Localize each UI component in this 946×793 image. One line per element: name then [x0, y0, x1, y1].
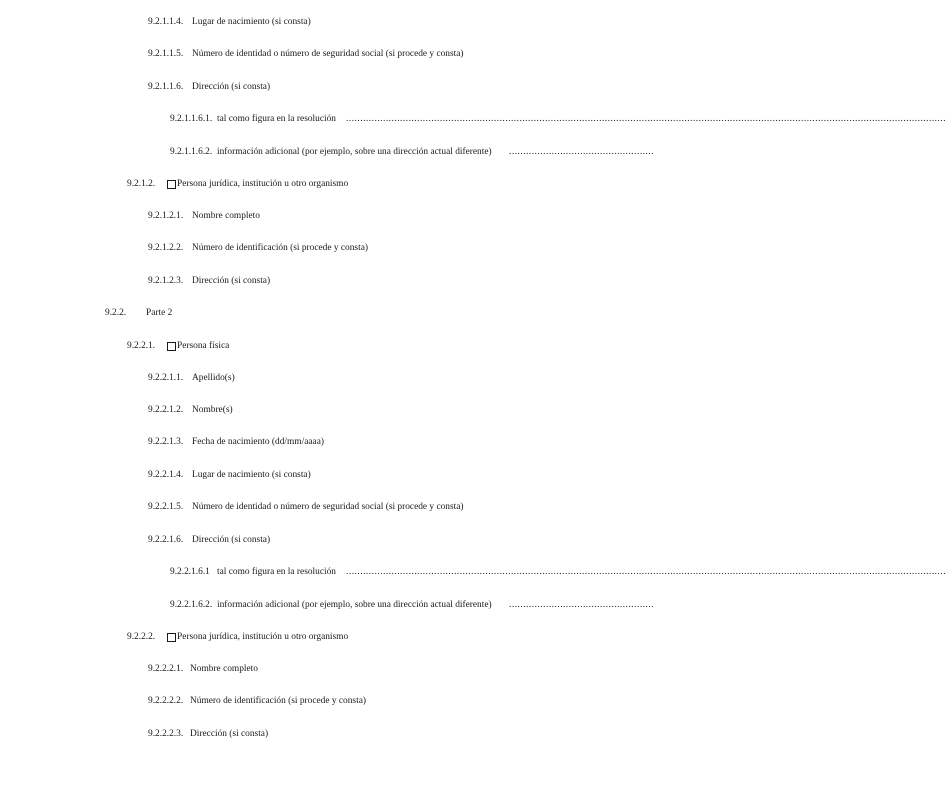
item-text: Nombre completo	[192, 211, 260, 221]
fill-in-dots: ...................................................	[509, 147, 655, 157]
item-number: 9.2.1.1.6.2.	[170, 147, 213, 157]
item-number: 9.2.2.1.1.	[148, 373, 184, 383]
item-number: 9.2.2.2.2.	[148, 696, 184, 706]
item-text: información adicional (por ejemplo, sobre una dirección actual diferente)	[217, 600, 492, 610]
item-text: Parte 2	[146, 308, 173, 318]
item-number: 9.2.1.2.1.	[148, 211, 184, 221]
item-number: 9.2.2.1.2.	[148, 405, 184, 415]
item-number: 9.2.2.1.6.1	[170, 567, 210, 577]
item-text: Dirección (si consta)	[192, 82, 271, 92]
item-text: Dirección (si consta)	[190, 729, 269, 739]
item-number: 9.2.2.1.3.	[148, 437, 184, 447]
item-text: Persona física	[177, 341, 230, 351]
item-text: tal como figura en la resolución	[217, 567, 336, 577]
item-text: información adicional (por ejemplo, sobre una dirección actual diferente)	[217, 147, 492, 157]
item-number: 9.2.2.1.	[127, 341, 156, 351]
item-text: Dirección (si consta)	[192, 276, 271, 286]
item-number: 9.2.2.1.6.2.	[170, 600, 213, 610]
item-number: 9.2.2.2.1.	[148, 664, 184, 674]
checkbox[interactable]	[167, 180, 176, 189]
item-number: 9.2.1.1.5.	[148, 49, 184, 59]
item-number: 9.2.2.1.6.	[148, 535, 184, 545]
item-text: Apellido(s)	[192, 373, 235, 383]
item-number: 9.2.1.1.6.1.	[170, 114, 213, 124]
item-number: 9.2.2.1.4.	[148, 470, 184, 480]
checkbox[interactable]	[167, 342, 176, 351]
item-number: 9.2.1.2.	[127, 179, 156, 189]
item-text: tal como figura en la resolución	[217, 114, 336, 124]
checkbox[interactable]	[167, 633, 176, 642]
item-number: 9.2.1.1.6.	[148, 82, 184, 92]
item-number: 9.2.2.2.3.	[148, 729, 184, 739]
item-text: Número de identificación (si procede y consta)	[190, 696, 366, 706]
item-text: Número de identidad o número de seguridad social (si procede y consta)	[192, 502, 464, 512]
item-number: 9.2.2.	[105, 308, 127, 318]
fill-in-dots: ...................................................................................................................................................................................................................	[346, 114, 946, 124]
item-number: 9.2.1.2.3.	[148, 276, 184, 286]
item-number: 9.2.2.2.	[127, 632, 156, 642]
item-text: Fecha de nacimiento (dd/mm/aaaa)	[192, 437, 324, 447]
item-text: Lugar de nacimiento (si consta)	[192, 470, 311, 480]
item-text: Persona jurídica, institución u otro organismo	[177, 179, 349, 189]
item-text: Lugar de nacimiento (si consta)	[192, 17, 311, 27]
item-text: Persona jurídica, institución u otro organismo	[177, 632, 349, 642]
item-number: 9.2.2.1.5.	[148, 502, 184, 512]
item-text: Nombre completo	[190, 664, 258, 674]
fill-in-dots: ...................................................	[509, 600, 655, 610]
item-text: Dirección (si consta)	[192, 535, 271, 545]
fill-in-dots: ...................................................................................................................................................................................................................	[346, 567, 946, 577]
item-number: 9.2.1.1.4.	[148, 17, 184, 27]
item-text: Nombre(s)	[192, 405, 233, 415]
item-text: Número de identificación (si procede y consta)	[192, 243, 368, 253]
item-number: 9.2.1.2.2.	[148, 243, 184, 253]
item-text: Número de identidad o número de seguridad social (si procede y consta)	[192, 49, 464, 59]
